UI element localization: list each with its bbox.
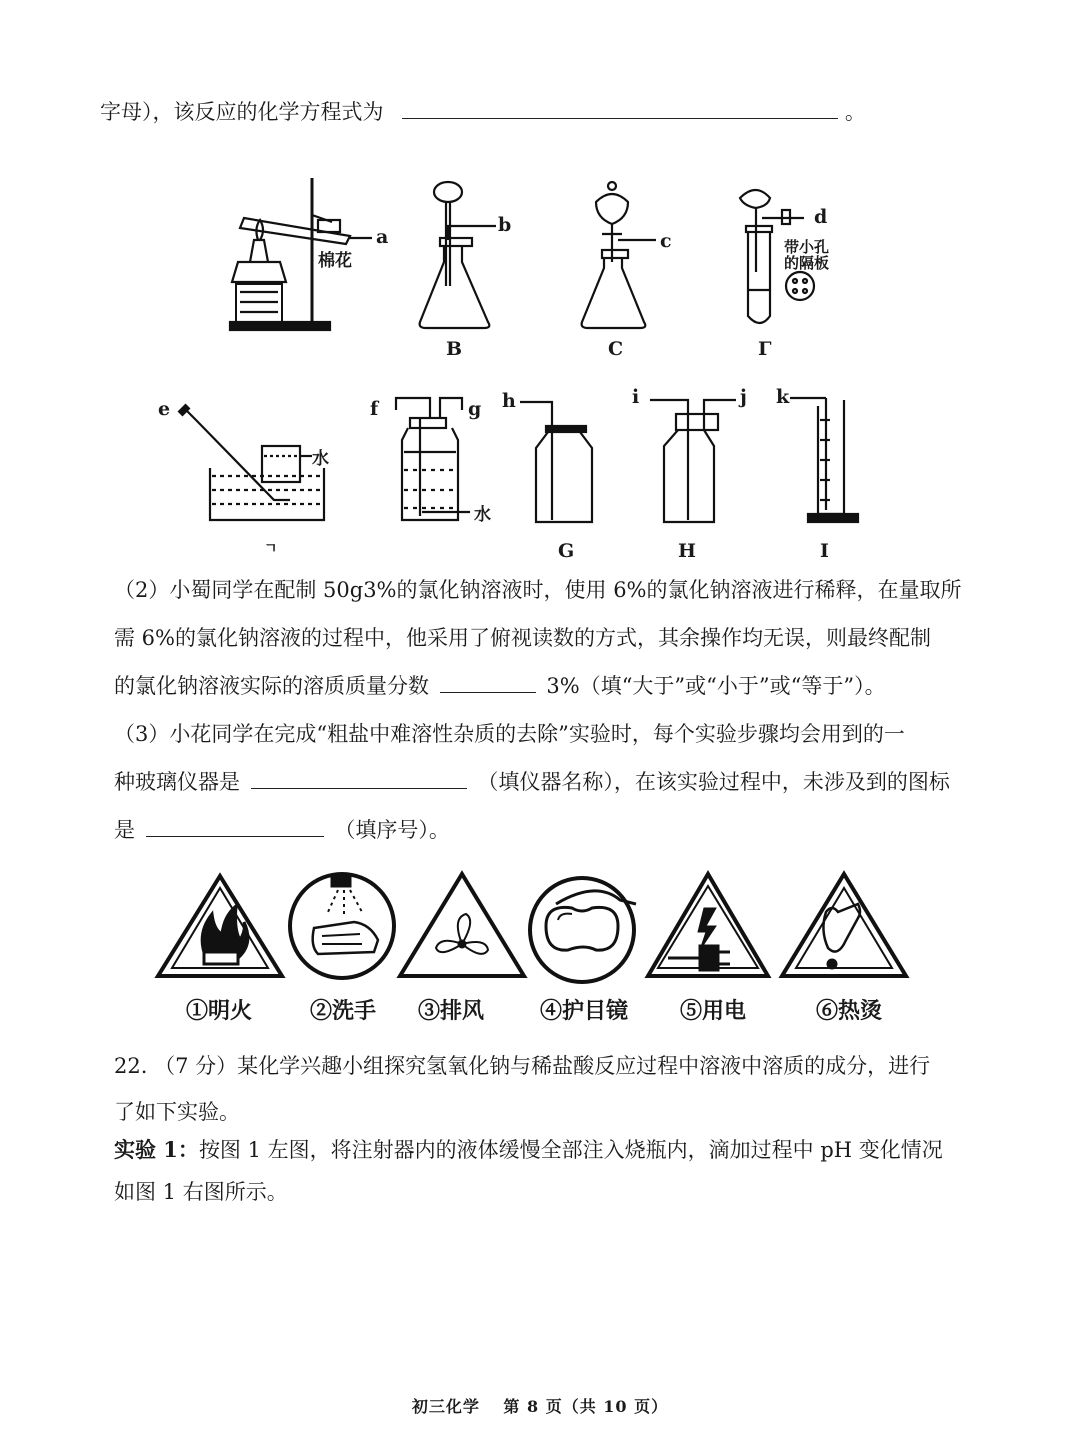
experiment-1-label: 实验 1：	[114, 1137, 199, 1162]
open-fire-icon	[158, 876, 282, 976]
top-prefix: 字母），该反应的化学方程式为	[100, 100, 384, 124]
q3-line3-suffix: （填序号）。	[334, 818, 450, 842]
page-footer: 初三化学 第 8 页（共 10 页）	[411, 1397, 669, 1416]
q2-line2: 需 6%的氯化钠溶液的过程中，他采用了俯视读数的方式，其余操作均无误，则最终配制	[114, 626, 931, 650]
icon-caption-ventilation: ③排风	[418, 998, 485, 1024]
q22-line1: 22. （7 分）某化学兴趣小组探究氢氧化钠与稀盐酸反应过程中溶液中溶质的成分，进行	[114, 1054, 931, 1078]
label-h: H	[678, 540, 696, 562]
q22-line4: 如图 1 右图所示。	[114, 1180, 288, 1204]
icon-caption-wash-hands: ②洗手	[310, 998, 377, 1024]
label-c-mark: c	[660, 230, 672, 252]
label-h-mark: h	[502, 390, 516, 412]
goggles-icon	[530, 878, 636, 982]
top-suffix: 。	[844, 100, 866, 124]
label-k-mark: k	[776, 386, 790, 408]
label-g-mark: g	[468, 398, 482, 420]
label-f-water: 水	[474, 505, 491, 525]
label-b: B	[446, 338, 463, 360]
label-i: I	[820, 540, 829, 562]
hot-surface-icon	[782, 874, 906, 976]
icon-caption-goggles: ④护目镜	[540, 998, 629, 1024]
q2-line3-suffix: 3%（填“大于”或“小于”或“等于”）。	[546, 674, 886, 698]
label-f-mark: f	[370, 398, 379, 420]
label-d: Γ	[758, 338, 772, 360]
label-c: C	[608, 338, 624, 360]
label-i-mark: i	[632, 386, 640, 408]
label-a-cotton: 棉花	[318, 251, 352, 271]
q3-line2-suffix: （填仪器名称），在该实验过程中，未涉及到的图标	[477, 770, 950, 794]
icon-caption-hot-surface: ⑥热烫	[816, 998, 883, 1024]
q3-line1: （3）小花同学在完成“粗盐中难溶性杂质的去除”实验时，每个实验步骤均会用到的一	[114, 722, 905, 746]
label-e-mark: e	[158, 398, 171, 420]
q3-line2-prefix: 种玻璃仪器是	[114, 770, 240, 794]
q2-line1: （2）小蜀同学在配制 50g3%的氯化钠溶液时，使用 6%的氯化钠溶液进行稀释，在量取所	[114, 578, 962, 602]
q3-line3-prefix: 是	[114, 818, 135, 842]
ventilation-icon	[400, 874, 524, 976]
icon-caption-electricity: ⑤用电	[680, 998, 747, 1024]
label-g: G	[558, 540, 575, 562]
q22-line3	[114, 1136, 943, 1164]
label-d-mark: d	[814, 206, 828, 228]
label-e: ㄱ	[264, 541, 278, 557]
q22-line2: 了如下实验。	[114, 1100, 240, 1124]
icon-caption-open-fire: ①明火	[186, 998, 253, 1024]
electricity-icon	[648, 874, 768, 976]
q2-line3-prefix: 的氯化钠溶液实际的溶质质量分数	[114, 674, 429, 698]
label-a-mark: a	[376, 226, 389, 248]
label-e-water: 水	[312, 449, 329, 469]
wash-hands-icon	[290, 874, 394, 978]
experiment-1-text: 按图 1 左图，将注射器内的液体缓慢全部注入烧瓶内，滴加过程中 pH 变化情况	[198, 1138, 943, 1162]
label-d-note2: 的隔板	[784, 254, 830, 272]
label-b-mark: b	[498, 214, 512, 236]
label-j-mark: j	[740, 386, 747, 408]
label-d-note1: 带小孔	[784, 238, 830, 256]
